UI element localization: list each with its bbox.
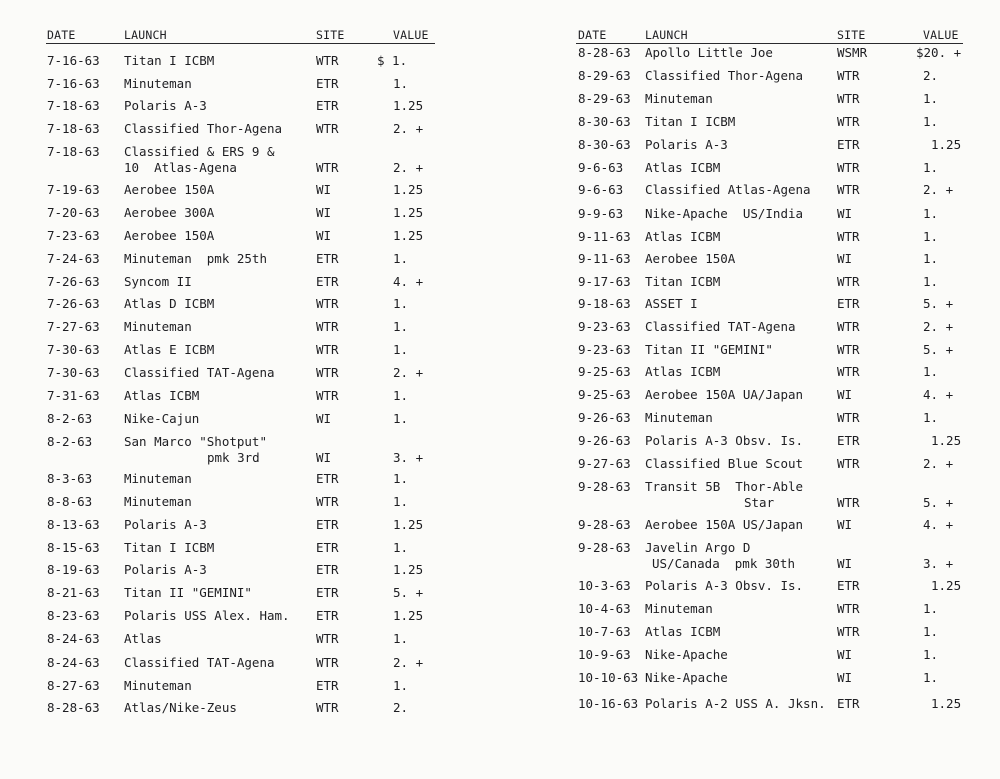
launch-site: ETR	[316, 251, 339, 266]
launch-row	[500, 206, 1000, 224]
launch-site: WI	[837, 387, 853, 402]
launch-row	[500, 137, 1000, 155]
launch-site: WTR	[837, 495, 860, 510]
launch-row	[0, 296, 500, 314]
launch-row	[500, 696, 1000, 714]
launch-date: 7-16-63	[47, 53, 100, 68]
launch-date: 7-20-63	[47, 205, 100, 220]
launch-date: 8-30-63	[578, 114, 631, 129]
launch-value: 1.	[393, 411, 409, 426]
launch-name: Classified Blue Scout	[645, 456, 804, 471]
launch-site: WI	[316, 411, 332, 426]
launch-site: WTR	[837, 114, 860, 129]
launch-site: WTR	[837, 160, 860, 175]
launch-date: 7-26-63	[47, 296, 100, 311]
launch-date: 9-27-63	[578, 456, 631, 471]
launch-site: ETR	[316, 540, 339, 555]
launch-name: Atlas ICBM	[645, 160, 721, 175]
launch-row	[500, 578, 1000, 596]
launch-name: Atlas D ICBM	[124, 296, 215, 311]
launch-name: Classified Thor-Agena	[645, 68, 804, 83]
launch-site: WTR	[316, 296, 339, 311]
launch-site: WTR	[316, 365, 339, 380]
launch-header: LAUNCH	[124, 28, 167, 42]
launch-date: 9-11-63	[578, 251, 631, 266]
launch-name: Atlas	[124, 631, 162, 646]
launch-value: 1.	[923, 670, 939, 685]
launch-site: WTR	[837, 91, 860, 106]
launch-name: Atlas/Nike-Zeus	[124, 700, 237, 715]
launch-row	[0, 388, 500, 406]
launch-site: ETR	[837, 296, 860, 311]
launch-name: Polaris A-3	[124, 98, 207, 113]
launch-site: WTR	[316, 494, 339, 509]
launch-name: Minuteman	[124, 678, 192, 693]
launch-site: WI	[316, 205, 332, 220]
launch-value: 5. +	[923, 495, 954, 510]
launch-value: 1.	[393, 471, 409, 486]
left-table-header	[0, 28, 500, 44]
right-table-header	[500, 28, 1000, 44]
launch-value: 1.25	[393, 182, 424, 197]
launch-row	[500, 387, 1000, 405]
launch-name: Javelin Argo D	[645, 540, 751, 555]
launch-row	[0, 365, 500, 383]
launch-site: ETR	[837, 578, 860, 593]
launch-date: 8-2-63	[47, 411, 93, 426]
launch-value: 1.25	[393, 562, 424, 577]
launch-name: Titan II "GEMINI"	[124, 585, 252, 600]
launch-value: 1.	[923, 364, 939, 379]
launch-name: Aerobee 150A	[645, 251, 736, 266]
launch-date: 8-24-63	[47, 655, 100, 670]
site-header: SITE	[837, 28, 866, 42]
launch-row	[0, 608, 500, 626]
launch-name: Polaris A-3	[124, 517, 207, 532]
launch-row	[0, 182, 500, 200]
launch-value: 1.	[923, 274, 939, 289]
launch-name: Polaris A-3 Obsv. Is.	[645, 578, 804, 593]
launch-name: Atlas ICBM	[124, 388, 200, 403]
launch-site: WTR	[837, 364, 860, 379]
launch-date: 8-27-63	[47, 678, 100, 693]
launch-site: WTR	[837, 624, 860, 639]
launch-name: Classified Atlas-Agena	[645, 182, 811, 197]
launch-name: Titan II "GEMINI"	[645, 342, 773, 357]
launch-value: 1.	[923, 229, 939, 244]
launch-value: 1.25	[931, 433, 962, 448]
launch-date: 7-27-63	[47, 319, 100, 334]
launch-date: 7-30-63	[47, 342, 100, 357]
launch-name: Polaris A-3	[645, 137, 728, 152]
launch-site: ETR	[316, 585, 339, 600]
launch-site: WTR	[837, 410, 860, 425]
launch-row	[0, 251, 500, 269]
launch-date: 9-28-63	[578, 540, 631, 555]
launch-date: 10-3-63	[578, 578, 631, 593]
launch-value: 2.	[393, 700, 409, 715]
launch-row	[500, 456, 1000, 474]
launch-row	[0, 562, 500, 580]
launch-row	[500, 68, 1000, 86]
launch-value: 1.	[923, 624, 939, 639]
value-header: VALUE	[393, 28, 429, 42]
launch-date: 7-24-63	[47, 251, 100, 266]
launch-row	[500, 601, 1000, 619]
launch-name: Titan ICBM	[645, 274, 721, 289]
launch-value: 1.	[393, 678, 409, 693]
launch-row	[500, 670, 1000, 688]
launch-row	[500, 624, 1000, 642]
launch-value: 1.25	[393, 228, 424, 243]
launch-value: 5. +	[393, 585, 424, 600]
launch-name: Atlas ICBM	[645, 364, 721, 379]
launch-site: WTR	[837, 274, 860, 289]
launch-value: 4. +	[923, 387, 954, 402]
launch-site: WI	[316, 228, 332, 243]
launch-value: $ 1.	[377, 53, 408, 68]
launch-value: 2. +	[923, 319, 954, 334]
launch-site: WTR	[316, 655, 339, 670]
launch-row	[0, 517, 500, 535]
launch-row	[500, 114, 1000, 132]
launch-site: WTR	[316, 319, 339, 334]
launch-name: Atlas ICBM	[645, 624, 721, 639]
launch-site: WTR	[837, 229, 860, 244]
launch-row	[0, 342, 500, 360]
launch-value: 2. +	[393, 121, 424, 136]
launch-site: WI	[316, 182, 332, 197]
launch-name: Titan I ICBM	[124, 53, 215, 68]
launch-date: 8-29-63	[578, 68, 631, 83]
launch-value: 1.	[393, 251, 409, 266]
launch-row	[500, 364, 1000, 382]
launch-date: 9-26-63	[578, 410, 631, 425]
launch-site: WTR	[316, 342, 339, 357]
right-page	[500, 0, 1000, 779]
launch-row	[0, 53, 500, 71]
launch-name: Aerobee 150A	[124, 228, 215, 243]
launch-value: 1.25	[393, 608, 424, 623]
launch-value: 5. +	[923, 342, 954, 357]
launch-date: 8-15-63	[47, 540, 100, 555]
date-header: DATE	[47, 28, 76, 42]
launch-row	[500, 45, 1000, 63]
launch-row	[500, 274, 1000, 292]
launch-row	[500, 251, 1000, 269]
launch-value: 1.25	[393, 517, 424, 532]
launch-name: Minuteman	[124, 76, 192, 91]
launch-value: 1.	[923, 410, 939, 425]
launch-date: 9-11-63	[578, 229, 631, 244]
launch-site: WI	[837, 556, 853, 571]
launch-row	[0, 655, 500, 673]
launch-site: WI	[837, 206, 853, 221]
launch-name: Classified Thor-Agena	[124, 121, 283, 136]
launch-value: 3. +	[393, 450, 424, 465]
launch-row	[500, 229, 1000, 247]
launch-name: Aerobee 300A	[124, 205, 215, 220]
launch-site: WTR	[837, 456, 860, 471]
launch-date: 9-18-63	[578, 296, 631, 311]
launch-row	[500, 410, 1000, 428]
launch-site: ETR	[837, 696, 860, 711]
launch-row	[0, 98, 500, 116]
launch-row	[500, 319, 1000, 337]
launch-value: 1.25	[931, 137, 962, 152]
launch-value: 1.	[923, 160, 939, 175]
launch-date: 9-26-63	[578, 433, 631, 448]
date-header: DATE	[578, 28, 607, 42]
launch-value: 3. +	[923, 556, 954, 571]
launch-date: 7-30-63	[47, 365, 100, 380]
launch-name: Aerobee 150A US/Japan	[645, 517, 804, 532]
launch-date: 9-17-63	[578, 274, 631, 289]
launch-date: 8-28-63	[578, 45, 631, 60]
launch-row	[0, 274, 500, 292]
launch-date: 7-16-63	[47, 76, 100, 91]
launch-value: 4. +	[393, 274, 424, 289]
launch-name: Aerobee 150A	[124, 182, 215, 197]
launch-date: 10-7-63	[578, 624, 631, 639]
launch-name: Atlas E ICBM	[124, 342, 215, 357]
launch-value: 2. +	[393, 365, 424, 380]
launch-value: 1.	[923, 647, 939, 662]
header-rule	[46, 43, 435, 44]
launch-name-continued: pmk 3rd	[207, 450, 260, 465]
launch-row	[500, 342, 1000, 360]
launch-site: WTR	[316, 388, 339, 403]
launch-site: ETR	[316, 274, 339, 289]
launch-row	[0, 631, 500, 649]
launch-value: 2. +	[923, 456, 954, 471]
launch-date: 8-13-63	[47, 517, 100, 532]
launch-value: 1.25	[931, 578, 962, 593]
value-header: VALUE	[923, 28, 959, 42]
launch-value: 1.25	[393, 98, 424, 113]
launch-name: Transit 5B Thor-Able	[645, 479, 804, 494]
launch-name: Titan I ICBM	[645, 114, 736, 129]
launch-site: WTR	[316, 121, 339, 136]
launch-row	[0, 76, 500, 94]
launch-date: 9-6-63	[578, 160, 624, 175]
launch-name: Nike-Apache	[645, 647, 728, 662]
launch-value: 1.	[393, 631, 409, 646]
launch-date: 7-18-63	[47, 144, 100, 159]
launch-value: 1.	[393, 76, 409, 91]
launch-date: 9-9-63	[578, 206, 624, 221]
launch-row	[0, 205, 500, 223]
launch-value: 1.	[393, 494, 409, 509]
launch-row	[500, 182, 1000, 200]
launch-site: WTR	[837, 319, 860, 334]
launch-site: WTR	[316, 700, 339, 715]
launch-site: ETR	[316, 517, 339, 532]
launch-site: ETR	[837, 433, 860, 448]
launch-name: Polaris A-3 Obsv. Is.	[645, 433, 804, 448]
launch-date: 8-28-63	[47, 700, 100, 715]
site-header: SITE	[316, 28, 345, 42]
launch-date: 9-25-63	[578, 364, 631, 379]
launch-row	[0, 678, 500, 696]
launch-value: 1.	[393, 540, 409, 555]
launch-date: 7-19-63	[47, 182, 100, 197]
launch-value: 1.	[923, 91, 939, 106]
launch-row	[0, 494, 500, 512]
launch-name: Classified TAT-Agena	[124, 655, 275, 670]
launch-name: ASSET I	[645, 296, 698, 311]
launch-date: 10-4-63	[578, 601, 631, 616]
launch-date: 9-28-63	[578, 517, 631, 532]
launch-date: 7-18-63	[47, 121, 100, 136]
launch-date: 8-30-63	[578, 137, 631, 152]
launch-site: ETR	[316, 98, 339, 113]
launch-date: 7-26-63	[47, 274, 100, 289]
launch-row	[500, 91, 1000, 109]
launch-site: ETR	[316, 608, 339, 623]
launch-row	[0, 471, 500, 489]
launch-site: WTR	[316, 160, 339, 175]
launch-site: WTR	[316, 53, 339, 68]
launch-row	[0, 144, 500, 175]
launch-name: Apollo Little Joe	[645, 45, 773, 60]
launch-site: WTR	[837, 342, 860, 357]
launch-value: 2. +	[393, 655, 424, 670]
launch-site: WI	[837, 517, 853, 532]
launch-date: 8-2-63	[47, 434, 93, 449]
launch-row	[500, 517, 1000, 535]
launch-value: 1.25	[393, 205, 424, 220]
launch-name: Minuteman	[124, 319, 192, 334]
launch-row	[500, 647, 1000, 665]
launch-date: 7-31-63	[47, 388, 100, 403]
launch-name: Minuteman	[645, 410, 713, 425]
launch-date: 9-28-63	[578, 479, 631, 494]
launch-site: WTR	[837, 182, 860, 197]
launch-site: WTR	[316, 631, 339, 646]
launch-name: Aerobee 150A UA/Japan	[645, 387, 804, 402]
launch-row	[0, 121, 500, 139]
launch-row	[0, 700, 500, 718]
launch-date: 10-9-63	[578, 647, 631, 662]
launch-date: 10-16-63	[578, 696, 639, 711]
launch-row	[500, 433, 1000, 451]
launch-row	[0, 434, 500, 465]
launch-value: 1.	[393, 388, 409, 403]
launch-site: ETR	[316, 678, 339, 693]
launch-name-continued: US/Canada pmk 30th	[652, 556, 795, 571]
launch-site: WTR	[837, 601, 860, 616]
header-rule	[576, 43, 963, 44]
launch-value: 5. +	[923, 296, 954, 311]
launch-value: 1.	[393, 319, 409, 334]
launch-value: 2. +	[393, 160, 424, 175]
launch-date: 7-23-63	[47, 228, 100, 243]
launch-date: 10-10-63	[578, 670, 639, 685]
launch-value: 1.25	[931, 696, 962, 711]
launch-site: WTR	[837, 68, 860, 83]
launch-date: 8-8-63	[47, 494, 93, 509]
launch-row	[500, 479, 1000, 510]
launch-value: 2.	[923, 68, 939, 83]
launch-row	[0, 228, 500, 246]
launch-header: LAUNCH	[645, 28, 688, 42]
launch-value: 4. +	[923, 517, 954, 532]
launch-row	[0, 411, 500, 429]
launch-name: Nike-Cajun	[124, 411, 200, 426]
launch-name: Syncom II	[124, 274, 192, 289]
launch-date: 8-29-63	[578, 91, 631, 106]
launch-date: 8-19-63	[47, 562, 100, 577]
launch-value: 1.	[923, 251, 939, 266]
launch-date: 9-23-63	[578, 342, 631, 357]
launch-value: 2. +	[923, 182, 954, 197]
launch-value: 1.	[923, 114, 939, 129]
launch-name: Classified TAT-Agena	[645, 319, 796, 334]
launch-date: 9-23-63	[578, 319, 631, 334]
launch-site: ETR	[316, 562, 339, 577]
launch-site: WI	[837, 670, 853, 685]
launch-name: Minuteman	[645, 601, 713, 616]
launch-row	[500, 540, 1000, 571]
launch-name: Minuteman pmk 25th	[124, 251, 267, 266]
launch-name-continued: 10 Atlas-Agena	[124, 160, 237, 175]
launch-row	[0, 319, 500, 337]
launch-name-continued: Star	[744, 495, 775, 510]
launch-name: Classified TAT-Agena	[124, 365, 275, 380]
launch-name: Minuteman	[124, 494, 192, 509]
launch-name: Minuteman	[124, 471, 192, 486]
launch-value: 1.	[393, 342, 409, 357]
launch-name: Minuteman	[645, 91, 713, 106]
launch-date: 7-18-63	[47, 98, 100, 113]
launch-site: ETR	[316, 471, 339, 486]
launch-name: Polaris USS Alex. Ham.	[124, 608, 290, 623]
launch-site: WSMR	[837, 45, 868, 60]
launch-name: Nike-Apache	[645, 670, 728, 685]
launch-value: 1.	[923, 206, 939, 221]
launch-site: WI	[837, 251, 853, 266]
launch-value: 1.	[923, 601, 939, 616]
launch-site: ETR	[316, 76, 339, 91]
launch-date: 8-21-63	[47, 585, 100, 600]
launch-value: 1.	[393, 296, 409, 311]
launch-name: Polaris A-2 USS A. Jksn.	[645, 696, 826, 711]
launch-value: $20. +	[916, 45, 962, 60]
launch-date: 8-3-63	[47, 471, 93, 486]
launch-row	[500, 160, 1000, 178]
launch-site: WI	[316, 450, 332, 465]
launch-date: 9-6-63	[578, 182, 624, 197]
launch-site: WI	[837, 647, 853, 662]
launch-name: Atlas ICBM	[645, 229, 721, 244]
launch-name: San Marco "Shotput"	[124, 434, 267, 449]
launch-date: 8-23-63	[47, 608, 100, 623]
launch-name: Classified & ERS 9 &	[124, 144, 275, 159]
launch-name: Titan I ICBM	[124, 540, 215, 555]
launch-name: Polaris A-3	[124, 562, 207, 577]
launch-row	[500, 296, 1000, 314]
launch-date: 9-25-63	[578, 387, 631, 402]
launch-site: ETR	[837, 137, 860, 152]
launch-row	[0, 540, 500, 558]
launch-row	[0, 585, 500, 603]
launch-name: Nike-Apache US/India	[645, 206, 804, 221]
launch-date: 8-24-63	[47, 631, 100, 646]
